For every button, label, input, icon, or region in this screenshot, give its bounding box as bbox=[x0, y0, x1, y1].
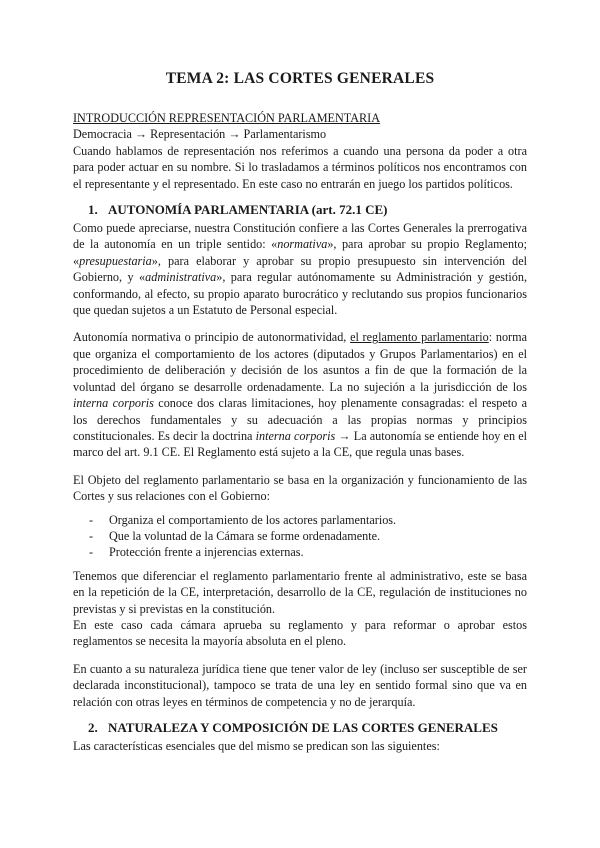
text-run: : norma que organiza el comportamiento de los actores (diputados y Grupos Parlamentarios) en el procedimiento de deliberación y decisión de los asuntos a fin de que la formación de la voluntad del órgano se desarrolle ordenadamente. La no sujeción a la jurisdicción de los bbox=[73, 330, 527, 394]
section-1-paragraph-4: Tenemos que diferenciar el reglamento parlamentario frente al administrativo, este se basa en la repetición de la CE, interpretación, desarrollo de la CE, regulación de instituciones no previstas y si previstas en la constitución. bbox=[73, 568, 527, 616]
text-run: Autonomía normativa o principio de autonormatividad, bbox=[73, 330, 351, 345]
section-2-number: 2. bbox=[88, 720, 98, 735]
section-1-paragraph-1 bbox=[73, 220, 527, 318]
text-run: », para aprobar su propio Reglamento; « bbox=[73, 237, 527, 268]
section-2-paragraph-1: Las características esenciales que del mismo se predican son las siguientes: bbox=[73, 739, 440, 753]
section-1-number: 1. bbox=[88, 202, 98, 218]
reglamento-parlamentario-term: el reglamento parlamentario bbox=[350, 330, 489, 345]
section-2-title: NATURALEZA Y COMPOSICIÓN DE LAS CORTES GENERALES bbox=[108, 720, 498, 735]
section-1-heading bbox=[88, 202, 527, 218]
intro-heading: INTRODUCCIÓN REPRESENTACIÓN PARLAMENTARIA bbox=[73, 111, 381, 125]
term-interna-corporis: interna corporis bbox=[255, 428, 336, 443]
section-2-heading bbox=[88, 720, 527, 736]
section-1-title: AUTONOMÍA PARLAMENTARIA (art. 72.1 CE) bbox=[108, 202, 388, 218]
intro-paragraph: Cuando hablamos de representación nos referimos a cuando una persona da poder a otra para poder actuar en su nombre. Si lo trasladamos a términos políticos nos encontramos con el representante y el representado. En este caso no entrarán en juego los partidos políticos. bbox=[73, 143, 527, 191]
text-run: », para regular autónomamente su Administración y gestión, conformando, al efecto, su propio aparato burocrático y reclutando sus propios funcionarios que quedan sujetos a un Estatuto de Personal especial. bbox=[73, 270, 528, 318]
section-1-paragraph-6: En cuanto a su naturaleza jurídica tiene que tener valor de ley (incluso ser susceptible de ser declarada inconstitucional), tampoco se trata de una ley en sentido formal sino que va en relación con otras leyes en términos de competencia y no de jerarquía. bbox=[73, 661, 527, 709]
text-run: », para elaborar y aprobar su propio presupuesto sin intervención del Gobierno, y « bbox=[73, 253, 527, 285]
section-1-paragraph-2 bbox=[73, 329, 527, 460]
list-item: - Que la voluntad de la Cámara se forme ordenadamente. bbox=[89, 528, 527, 544]
list-item: - Organiza el comportamiento de los actores parlamentarios. bbox=[89, 512, 527, 528]
page-title: TEMA 2: LAS CORTES GENERALES bbox=[165, 70, 435, 87]
text-run: Como puede apreciarse, nuestra Constitución confiere a las Cortes Generales la prerrogativa de la autonomía en un triple sentido: « bbox=[73, 221, 527, 252]
term-presupuestaria: presupuestaria bbox=[79, 253, 152, 268]
text-run: conoce dos claras limitaciones, hoy plenamente consagradas: el respeto a los derechos fundamentales y su adecuación a las propias normas y principios constitucionales. Es decir la doctrina bbox=[73, 396, 528, 443]
list-item: - Protección frente a injerencias externas. bbox=[89, 544, 527, 560]
section-1-paragraph-5: En este caso cada cámara aprueba su reglamento y para reformar o aprobar estos reglamentos se necesita la mayoría absoluta en el pleno. bbox=[73, 617, 527, 649]
text-run: → La autonomía se entiende hoy en el marco del art. 9.1 CE. El Reglamento está sujeto a la CE, que regula unas bases. bbox=[73, 428, 527, 460]
term-administrativa: administrativa bbox=[145, 270, 217, 285]
section-1-paragraph-3: El Objeto del reglamento parlamentario se basa en la organización y funcionamiento de las Cortes y sus relaciones con el Gobierno: bbox=[73, 472, 527, 504]
term-interna-corporis: interna corporis bbox=[73, 396, 154, 411]
objectives-list bbox=[73, 512, 527, 561]
term-normativa: normativa bbox=[277, 237, 328, 252]
intro-chain: Democracia → Representación → Parlamentarismo bbox=[73, 127, 327, 142]
